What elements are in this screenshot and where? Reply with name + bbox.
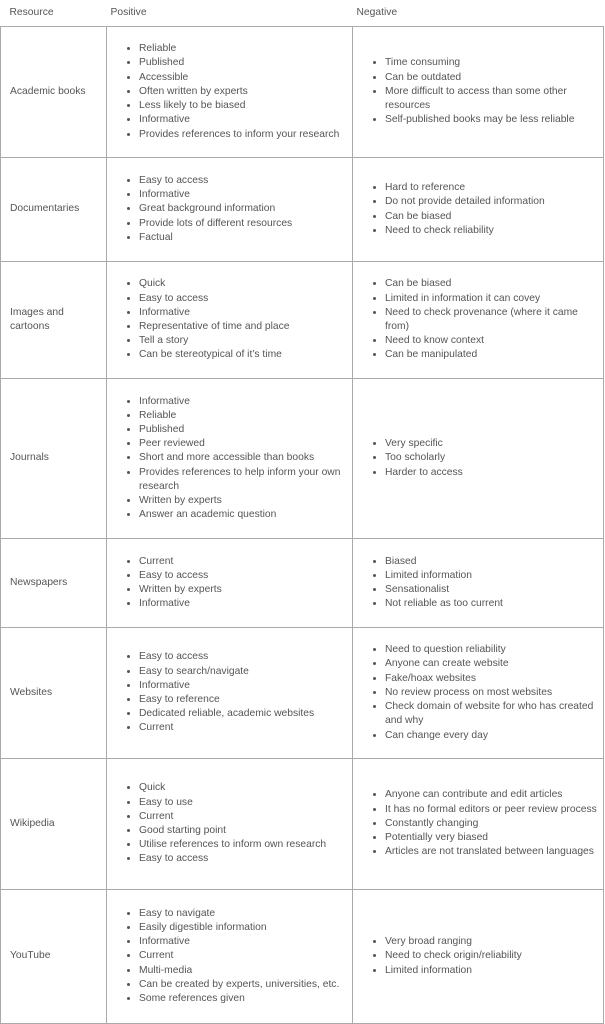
negative-list (353, 643, 603, 742)
negative-item: • Biased (385, 555, 599, 569)
negative-item: • Constantly changing (385, 817, 599, 831)
positive-item: • Peer reviewed (139, 437, 348, 451)
positive-list (107, 42, 352, 141)
negative-item: • Articles are not translated between languages (385, 845, 599, 859)
positive-item: • Good starting point (139, 824, 348, 838)
positive-item: • Written by experts (139, 583, 348, 597)
positive-item: • Can be created by experts, universities, etc. (139, 978, 348, 992)
positive-item: • Informative (139, 306, 348, 320)
negative-item: • Not reliable as too current (385, 597, 599, 611)
positive-cell (107, 379, 353, 539)
positive-item: • Representative of time and place (139, 320, 348, 334)
positive-item: • Multi-media (139, 964, 348, 978)
negative-item: • It has no formal editors or peer review process (385, 803, 599, 817)
positive-item: • Often written by experts (139, 85, 348, 99)
negative-item: • Time consuming (385, 56, 599, 70)
negative-item: • Do not provide detailed information (385, 195, 599, 209)
table-body (1, 27, 604, 1024)
positive-list (107, 555, 352, 612)
negative-item: • Limited information (385, 569, 599, 583)
negative-list (353, 437, 603, 480)
positive-cell (107, 158, 353, 262)
negative-list (353, 56, 603, 127)
positive-item: • Published (139, 423, 348, 437)
negative-item: • Need to check provenance (where it came from) (385, 306, 599, 334)
resource-cell: Wikipedia (1, 759, 107, 890)
table-row (1, 628, 604, 759)
positive-item: • Easy to access (139, 569, 348, 583)
positive-item: • Informative (139, 113, 348, 127)
positive-item: • Current (139, 721, 348, 735)
positive-item: • Quick (139, 781, 348, 795)
negative-list (353, 935, 603, 978)
negative-item: • Can be biased (385, 277, 599, 291)
resource-cell: YouTube (1, 890, 107, 1024)
negative-item: • More difficult to access than some other resources (385, 85, 599, 113)
resource-cell: Journals (1, 379, 107, 539)
negative-item: • Hard to reference (385, 181, 599, 195)
positive-item: • Utilise references to inform own research (139, 838, 348, 852)
positive-cell (107, 759, 353, 890)
positive-item: • Informative (139, 935, 348, 949)
negative-item: • Can be biased (385, 210, 599, 224)
table-row (1, 890, 604, 1024)
negative-cell (353, 539, 604, 628)
negative-item: • Sensationalist (385, 583, 599, 597)
negative-item: • No review process on most websites (385, 686, 599, 700)
resource-cell: Websites (1, 628, 107, 759)
positive-cell (107, 628, 353, 759)
positive-item: • Published (139, 56, 348, 70)
header-resource: Resource (1, 0, 107, 27)
positive-item: • Less likely to be biased (139, 99, 348, 113)
negative-item: • Very broad ranging (385, 935, 599, 949)
negative-list (353, 181, 603, 238)
negative-item: • Limited in information it can covey (385, 292, 599, 306)
positive-item: • Quick (139, 277, 348, 291)
negative-list (353, 277, 603, 362)
negative-cell (353, 27, 604, 158)
negative-item: • Anyone can contribute and edit articles (385, 788, 599, 802)
positive-item: • Current (139, 949, 348, 963)
positive-item: • Current (139, 555, 348, 569)
positive-list (107, 650, 352, 735)
negative-item: • Self-published books may be less reliable (385, 113, 599, 127)
negative-list (353, 788, 603, 859)
positive-item: • Easy to search/navigate (139, 665, 348, 679)
negative-item: • Very specific (385, 437, 599, 451)
header-negative: Negative (353, 0, 604, 27)
negative-item: • Need to check origin/reliability (385, 949, 599, 963)
positive-item: • Easy to access (139, 650, 348, 664)
positive-item: • Reliable (139, 42, 348, 56)
positive-item: • Some references given (139, 992, 348, 1006)
negative-cell (353, 890, 604, 1024)
positive-item: • Informative (139, 679, 348, 693)
resource-cell: Documentaries (1, 158, 107, 262)
negative-item: • Limited information (385, 964, 599, 978)
negative-cell (353, 628, 604, 759)
positive-cell (107, 262, 353, 379)
positive-list (107, 174, 352, 245)
negative-item: • Can change every day (385, 729, 599, 743)
negative-item: • Harder to access (385, 466, 599, 480)
positive-item: • Dedicated reliable, academic websites (139, 707, 348, 721)
positive-item: • Can be stereotypical of it’s time (139, 348, 348, 362)
positive-list (107, 395, 352, 523)
negative-list (353, 555, 603, 612)
negative-cell (353, 158, 604, 262)
positive-item: • Easy to access (139, 174, 348, 188)
positive-item: • Easy to access (139, 292, 348, 306)
positive-item: • Easy to reference (139, 693, 348, 707)
table-row (1, 27, 604, 158)
positive-item: • Current (139, 810, 348, 824)
negative-cell (353, 262, 604, 379)
header-row (1, 0, 604, 27)
resource-cell: Academic books (1, 27, 107, 158)
table-row (1, 262, 604, 379)
resource-cell: Newspapers (1, 539, 107, 628)
positive-cell (107, 539, 353, 628)
positive-cell (107, 27, 353, 158)
negative-cell (353, 379, 604, 539)
positive-item: • Provide lots of different resources (139, 217, 348, 231)
positive-item: • Short and more accessible than books (139, 451, 348, 465)
positive-item: • Easy to access (139, 852, 348, 866)
negative-item: • Need to question reliability (385, 643, 599, 657)
positive-item: • Informative (139, 395, 348, 409)
positive-item: • Informative (139, 597, 348, 611)
positive-list (107, 277, 352, 362)
negative-item: • Anyone can create website (385, 657, 599, 671)
negative-item: • Need to check reliability (385, 224, 599, 238)
negative-item: • Too scholarly (385, 451, 599, 465)
positive-item: • Written by experts (139, 494, 348, 508)
negative-item: • Can be manipulated (385, 348, 599, 362)
negative-item: • Can be outdated (385, 71, 599, 85)
positive-item: • Great background information (139, 202, 348, 216)
positive-cell (107, 890, 353, 1024)
positive-item: • Easy to use (139, 796, 348, 810)
positive-item: • Easy to navigate (139, 907, 348, 921)
negative-item: • Check domain of website for who has created and why (385, 700, 599, 728)
table-row (1, 759, 604, 890)
positive-item: • Factual (139, 231, 348, 245)
positive-list (107, 781, 352, 866)
table-row (1, 158, 604, 262)
table-row (1, 379, 604, 539)
positive-item: • Tell a story (139, 334, 348, 348)
resource-cell: Images and cartoons (1, 262, 107, 379)
positive-item: • Informative (139, 188, 348, 202)
positive-item: • Easily digestible information (139, 921, 348, 935)
positive-item: • Answer an academic question (139, 508, 348, 522)
positive-list (107, 907, 352, 1006)
positive-item: • Provides references to help inform your own research (139, 466, 348, 494)
header-positive: Positive (107, 0, 353, 27)
positive-item: • Provides references to inform your research (139, 128, 348, 142)
positive-item: • Accessible (139, 71, 348, 85)
positive-item: • Reliable (139, 409, 348, 423)
negative-item: • Potentially very biased (385, 831, 599, 845)
table-row (1, 539, 604, 628)
negative-item: • Fake/hoax websites (385, 672, 599, 686)
negative-cell (353, 759, 604, 890)
table-header (1, 0, 604, 27)
negative-item: • Need to know context (385, 334, 599, 348)
